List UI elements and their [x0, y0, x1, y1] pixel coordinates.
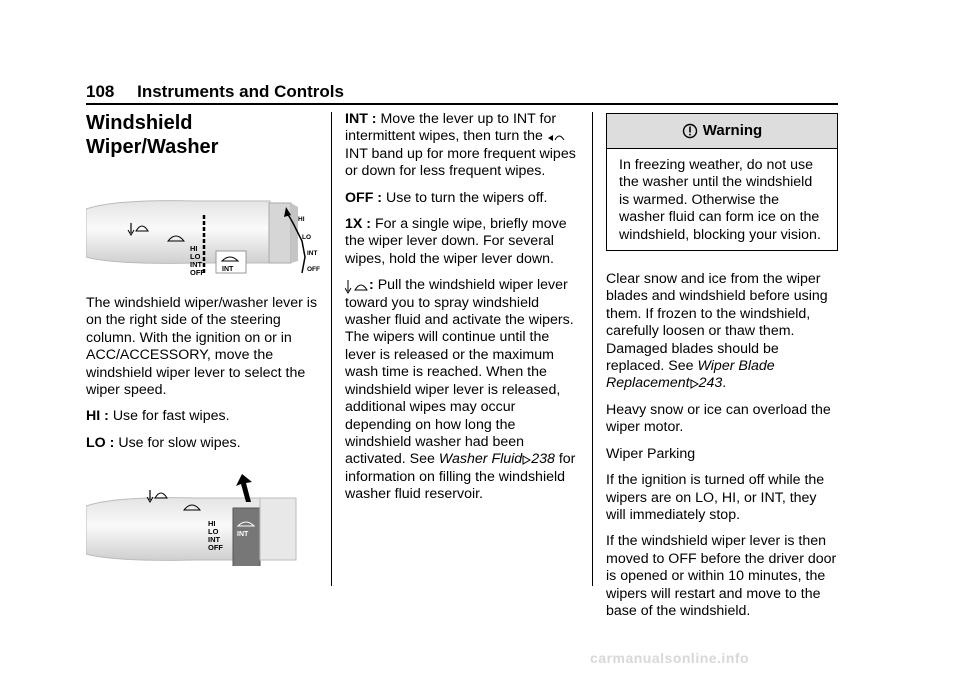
lever-label-off: OFF — [208, 543, 223, 553]
parking-paragraph-2: If the windshield wiper lever is then moved to OFF before the driver door is opened or within 10 minutes, the wipers will restart and move to the base of the windshield. — [606, 533, 837, 619]
wiper-lever-diagram-2 — [86, 474, 326, 566]
lever-band-int: INT — [222, 266, 234, 273]
int-paragraph — [345, 111, 581, 181]
lever-label-hi: HI — [208, 519, 216, 529]
parking-paragraph-1: If the ignition is turned off while the wipers are on LO, HI, or INT, they will immediately stop. — [606, 472, 825, 523]
lever-label-lo: LO — [208, 527, 219, 537]
one-x-paragraph — [345, 216, 581, 268]
lever-label-hi: HI — [190, 244, 198, 253]
column-1 — [86, 111, 326, 566]
one-x-text: For a single wipe, briefly move the wiper lever down. For several wipes, hold the wiper lever down. — [345, 216, 567, 267]
washer-fluid-link[interactable]: Washer Fluid — [438, 451, 523, 468]
one-x-label: 1X : — [345, 216, 372, 233]
wiper-blade-link[interactable]: Wiper Blade Replacement — [606, 358, 775, 392]
int-text-b: INT band up for more frequent wipes or down for less frequent wipes. — [345, 145, 576, 180]
off-label: OFF : — [345, 189, 383, 206]
lo-text: Use for slow wipes. — [118, 434, 241, 451]
warning-box — [606, 113, 838, 251]
hi-label: HI : — [86, 408, 109, 425]
int-text-a: Move the lever up to INT for intermittent wipes, then turn the — [345, 111, 557, 145]
wiper-lever-diagram-1 — [86, 175, 326, 275]
washer-fluid-page: 238 — [531, 451, 555, 468]
column-divider-2 — [592, 112, 593, 586]
lever-label-int: INT — [190, 260, 203, 269]
washer-text-a: Pull the windshield wiper lever toward you to spray windshield washer fluid and activate the wipers. The wipers will continue until the lever is released or the maximum wash time is reached. When the windshield wiper lever is released, additional wipes may occur depending on how long the windshield washer had been activated. See — [345, 277, 574, 468]
snow-ice-paragraph: Clear snow and ice from the wiper blades and windshield before using them. If frozen to the windshield, carefully loosen or thaw them. Damaged blades should be replaced. See Wiper Blade Replacement 243. — [606, 271, 828, 392]
watermark: carmanualsonline.info — [590, 650, 750, 666]
section-heading: Windshield Wiper/Washer — [86, 112, 219, 158]
warning-title: Warning — [702, 122, 763, 140]
hi-paragraph — [86, 408, 326, 425]
washer-paragraph — [345, 277, 581, 503]
lo-paragraph — [86, 435, 326, 452]
column-2 — [345, 111, 581, 513]
position-hi: HI — [298, 216, 305, 223]
warning-header — [607, 114, 837, 149]
lo-label: LO : — [86, 434, 115, 451]
overload-paragraph: Heavy snow or ice can overload the wiper motor. — [606, 401, 831, 436]
lever-label-off: OFF — [190, 268, 205, 275]
position-int: INT — [307, 250, 318, 257]
off-text: Use to turn the wipers off. — [386, 189, 548, 206]
column-divider-1 — [331, 112, 332, 586]
page-number: 108 — [86, 82, 115, 101]
off-paragraph — [345, 190, 581, 207]
page-ref-icon — [522, 455, 531, 465]
lever-label-lo: LO — [190, 252, 201, 261]
lever-band-int: INT — [237, 531, 249, 539]
wiper-blade-page: 243 — [698, 375, 723, 392]
position-off: OFF — [307, 266, 320, 273]
page-ref-icon — [690, 379, 699, 389]
washer-text-b: for information on filling the windshield washer fluid reservoir. — [345, 451, 576, 503]
intro-paragraph: The windshield wiper/washer lever is on the right side of the steering column. With the ignition on or in ACC/ACCESSORY, move the windshield wiper lever to select the wiper speed. — [86, 295, 318, 399]
washer-label: : — [369, 277, 374, 294]
warning-text: In freezing weather, do not use the washer until the windshield is warmed. Otherwise the washer fluid can form ice on the windshield, blocking your vision. — [619, 157, 821, 243]
warning-icon — [682, 123, 698, 139]
washer-icon — [345, 278, 369, 294]
page-header — [86, 82, 344, 102]
int-label: INT : — [345, 111, 377, 127]
int-band-icon — [547, 130, 565, 144]
position-lo: LO — [302, 234, 312, 241]
lever-label-int: INT — [208, 535, 221, 545]
section-title: Instruments and Controls — [137, 82, 344, 101]
column-3 — [606, 113, 838, 629]
parking-heading: Wiper Parking — [606, 445, 696, 462]
snow-ice-text: Clear snow and ice from the wiper blades and windshield before using them. If frozen to the windshield, carefully loosen or thaw them. Damaged blades should be replaced. See — [606, 271, 828, 375]
header-rule — [86, 103, 838, 105]
hi-text: Use for fast wipes. — [112, 408, 230, 425]
